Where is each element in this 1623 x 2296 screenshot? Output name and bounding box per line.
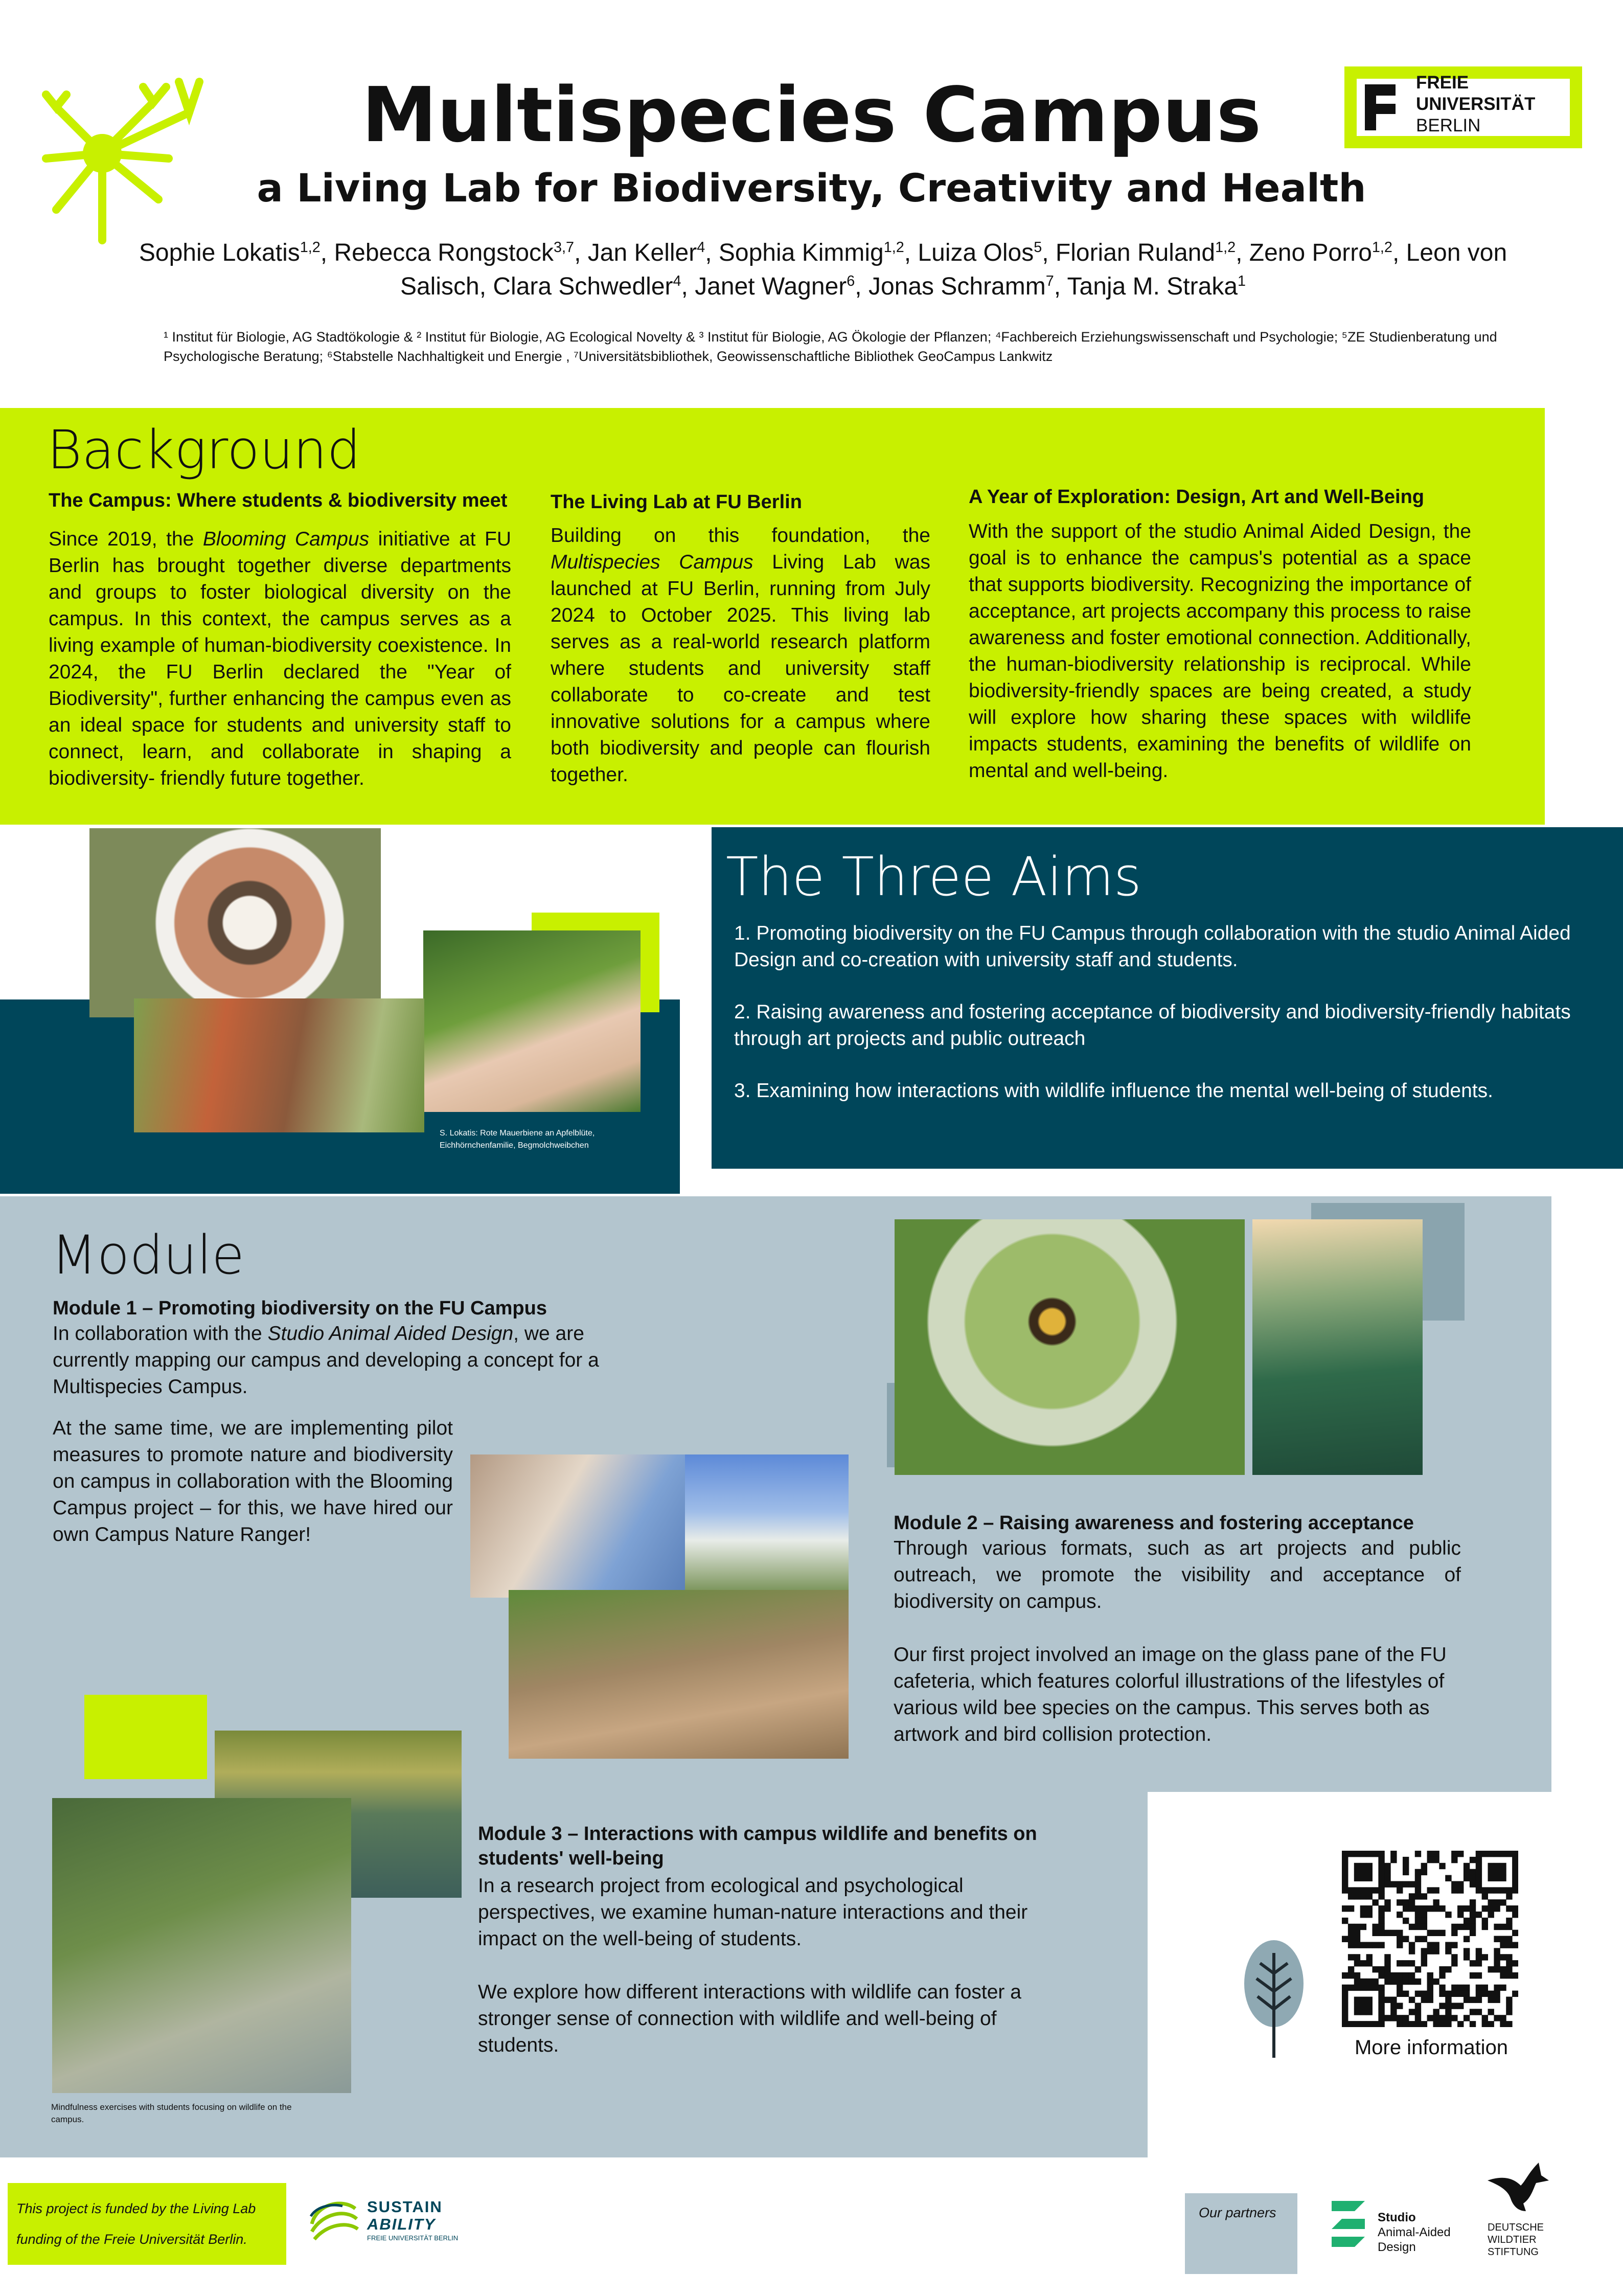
aim-1: 1. Promoting biodiversity on the FU Campus through collaboration with the studio Animal Aided Design and co-creation with university staff and students. (734, 922, 1571, 971)
photo-newt-on-hand (423, 930, 641, 1112)
qr-label: More information (1354, 2036, 1508, 2059)
photo-deadwood-habitat (509, 1590, 849, 1759)
author-affiliation-mark: 1,2 (300, 239, 321, 256)
col-1-text: Since 2019, the Blooming Campus initiative at FU Berlin has brought together diverse departments and groups to foster biological diversity on the campus. In this context, the campus serves as a living example of human-biodiversity coexistence. In 2024, the FU Berlin declared the "Year of Biodiversity", further enhancing the campus even as an ideal space for students and university staff to connect, learn, and collaborate in shaping a biodiversity- friendly future together. (49, 528, 511, 789)
author-name: Jan Keller (587, 239, 697, 266)
module-3-text-1: In a research project from ecological and psychological perspectives, we examine human-nature interactions and their impact on the well-being of students. (478, 1875, 1028, 1950)
author-affiliation-mark: 5 (1034, 239, 1042, 256)
logo-line-1: FREIE (1416, 73, 1469, 93)
background-heading: Background (47, 419, 361, 481)
author-name: Sophie Lokatis (139, 239, 300, 266)
photo-cafeteria-window-art (1252, 1219, 1423, 1475)
aim-2: 2. Raising awareness and fostering acceptance of biodiversity and biodiversity-friendly habitats through art projects and public outreach (734, 1001, 1571, 1050)
author-name: Leon von Salisch (400, 239, 1507, 300)
col-3-text: With the support of the studio Animal Aided Design, the goal is to enhance the campus's potential as a space that supports biodiversity. Recognizing the importance of acceptance, art projects accompany this process to raise awareness and foster emotional connection. Additionally, the human-biodiversity relationship is reciprocal. While biodiversity-friendly spaces are being created, a study will explore how sharing these spaces with wildlife impacts students, examining the benefits of wildlife on mental and well-being. (969, 520, 1471, 782)
col-3-title: A Year of Exploration: Design, Art and Well-Being (969, 486, 1425, 508)
aims-list (734, 920, 1572, 1104)
sustainability-logo: SUSTAIN ABILITY FREIE UNIVERSITÄT BERLIN (307, 2191, 481, 2252)
module-1 (53, 1296, 615, 1400)
aim-3: 3. Examining how interactions with wildlife influence the mental well-being of students. (734, 1080, 1493, 1102)
module-2-text-2: Our first project involved an image on the glass pane of the FU cafeteria, which features colorful illustrations of the lifestyles of various wild bee species on the campus. This serves both as artwork and bird collision protection. (894, 1644, 1447, 1745)
author-name: Clara Schwedler (493, 273, 673, 300)
author-affiliation-mark: 1,2 (1371, 239, 1392, 256)
funding-text: This project is funded by the Living Lab funding of the Freie Universität Berlin. (16, 2201, 256, 2247)
logo-line-2: UNIVERSITÄT (1416, 94, 1536, 114)
author-name: Tanja M. Straka (1067, 273, 1238, 300)
background-col-3 (969, 485, 1471, 784)
caption-mindfulness: Mindfulness exercises with students focusing on wildlife on the campus. (51, 2102, 292, 2124)
author-affiliation-mark: 4 (697, 239, 705, 256)
author-affiliation-mark: 3,7 (554, 239, 575, 256)
col-1-title: The Campus: Where students & biodiversity meet (49, 490, 508, 511)
module-3-title: Module 3 – Interactions with campus wildlife and benefits on students' well-being (478, 1823, 1037, 1869)
module-3-text-2: We explore how different interactions with wildlife can foster a stronger sense of connection with wildlife and well-being of students. (478, 1981, 1021, 2056)
eagle-icon (1482, 2160, 1559, 2216)
author-affiliation-mark: 1,2 (1215, 239, 1236, 256)
module-1-text-1: In collaboration with the Studio Animal Aided Design, we are currently mapping our campus and developing a concept for a Multispecies Campus. (53, 1323, 599, 1398)
page-title: Multispecies Campus (361, 71, 1262, 159)
module-heading: Module (51, 1224, 245, 1286)
author-name: Sophia Kimmig (718, 239, 884, 266)
author-list: Sophie Lokatis$^{1,2}$, Rebecca Rongstock$^{3,7}$, Jan Keller$^4$, Sophia Kimmig$^{1,2}$, Luiza Olos$^5$, Florian Ruland$^{1,2}$, Zeno Porro$^{1,2}$, Leon von Salisch, Clara Schwedler$^4$, Janet Wagner$^6$, Jonas Schramm$^7$, Tanja M. Straka$^1$ (139, 239, 1507, 300)
photo-squirrels (134, 998, 424, 1132)
fu-berlin-logo (1344, 66, 1582, 148)
partners-label: Our partners (1199, 2205, 1276, 2220)
col-2-text: Building on this foundation, the Multispecies Campus Living Lab was launched at FU Berlin, running from July 2024 to October 2025. This living lab serves as a real-world research platform where students and university staff collaborate to co-create and test innovative solutions for a campus where both biodiversity and people can flourish together. (551, 525, 930, 786)
author-name: Florian Ruland (1055, 239, 1216, 266)
author-name: Zeno Porro (1249, 239, 1372, 266)
col-2-title: The Living Lab at FU Berlin (551, 491, 802, 513)
background-col-1 (49, 488, 511, 792)
aims-heading: The Three Aims (726, 846, 1141, 908)
author-name: Rebecca Rongstock (334, 239, 554, 266)
author-affiliation-mark: 1,2 (883, 239, 904, 256)
author-affiliation-mark: 4 (673, 273, 681, 289)
qr-code[interactable] (1342, 1851, 1518, 2027)
studio-aad-logo: Studio Animal-Aided Design (1329, 2196, 1472, 2257)
module-3 (478, 1822, 1058, 2059)
module-1-title: Module 1 – Promoting biodiversity on the FU Campus (53, 1298, 547, 1319)
page-subtitle: a Living Lab for Biodiversity, Creativity and Health (257, 165, 1366, 211)
photo-campus-building (685, 1454, 849, 1598)
author-name: Luiza Olos (918, 239, 1034, 266)
module-2-text-1: Through various formats, such as art projects and public outreach, we promote the visibility and acceptance of biodiversity on campus. (894, 1537, 1461, 1612)
background-col-2 (551, 490, 930, 788)
affiliations: ¹ Institut für Biologie, AG Stadtökologie & ² Institut für Biologie, AG Ecological Novelty & ³ Institut für Biologie, AG Ökologie der Pflanzen; ⁴Fachbereich Erziehungswissenschaft und Psychologie; ⁵ZE Studienberatung und Psychologische Beratung; ⁶Stabstelle Nachhaltigkeit und Energie , ⁷Universitätsbibliothek, Geowissenschaftliche Bibliothek GeoCampus Lankwitz (164, 329, 1497, 364)
tree-icon (1237, 1938, 1311, 2060)
author-affiliation-mark: 1 (1238, 273, 1246, 289)
photo-bumblebee-flowers (895, 1219, 1245, 1475)
module-1-text-2: At the same time, we are implementing pilot measures to promote nature and biodiversity on campus in collaboration with the Blooming Campus project – for this, we have hired our own Campus Nature Ranger! (53, 1417, 453, 1545)
photo-mindfulness-students (52, 1798, 351, 2093)
photo-caption-1: S. Lokatis: Rote Mauerbiene an Apfelblüte, Eichhörnchenfamilie, Begmolchweibchen (440, 1129, 595, 1150)
photo-bee-on-blossom (89, 828, 381, 1017)
photo-insect-vial (470, 1454, 685, 1598)
author-affiliation-mark: 7 (1045, 273, 1054, 289)
author-affiliation-mark: 6 (847, 273, 855, 289)
author-name: Janet Wagner (695, 273, 847, 300)
module-2-title: Module 2 – Raising awareness and fostering acceptance (894, 1512, 1414, 1534)
logo-line-3: BERLIN (1416, 116, 1481, 135)
module-2 (894, 1511, 1461, 1748)
deutsche-wildtier-stiftung-logo: DEUTSCHE WILDTIER STIFTUNG (1480, 2160, 1562, 2262)
author-name: Jonas Schramm (868, 273, 1046, 300)
